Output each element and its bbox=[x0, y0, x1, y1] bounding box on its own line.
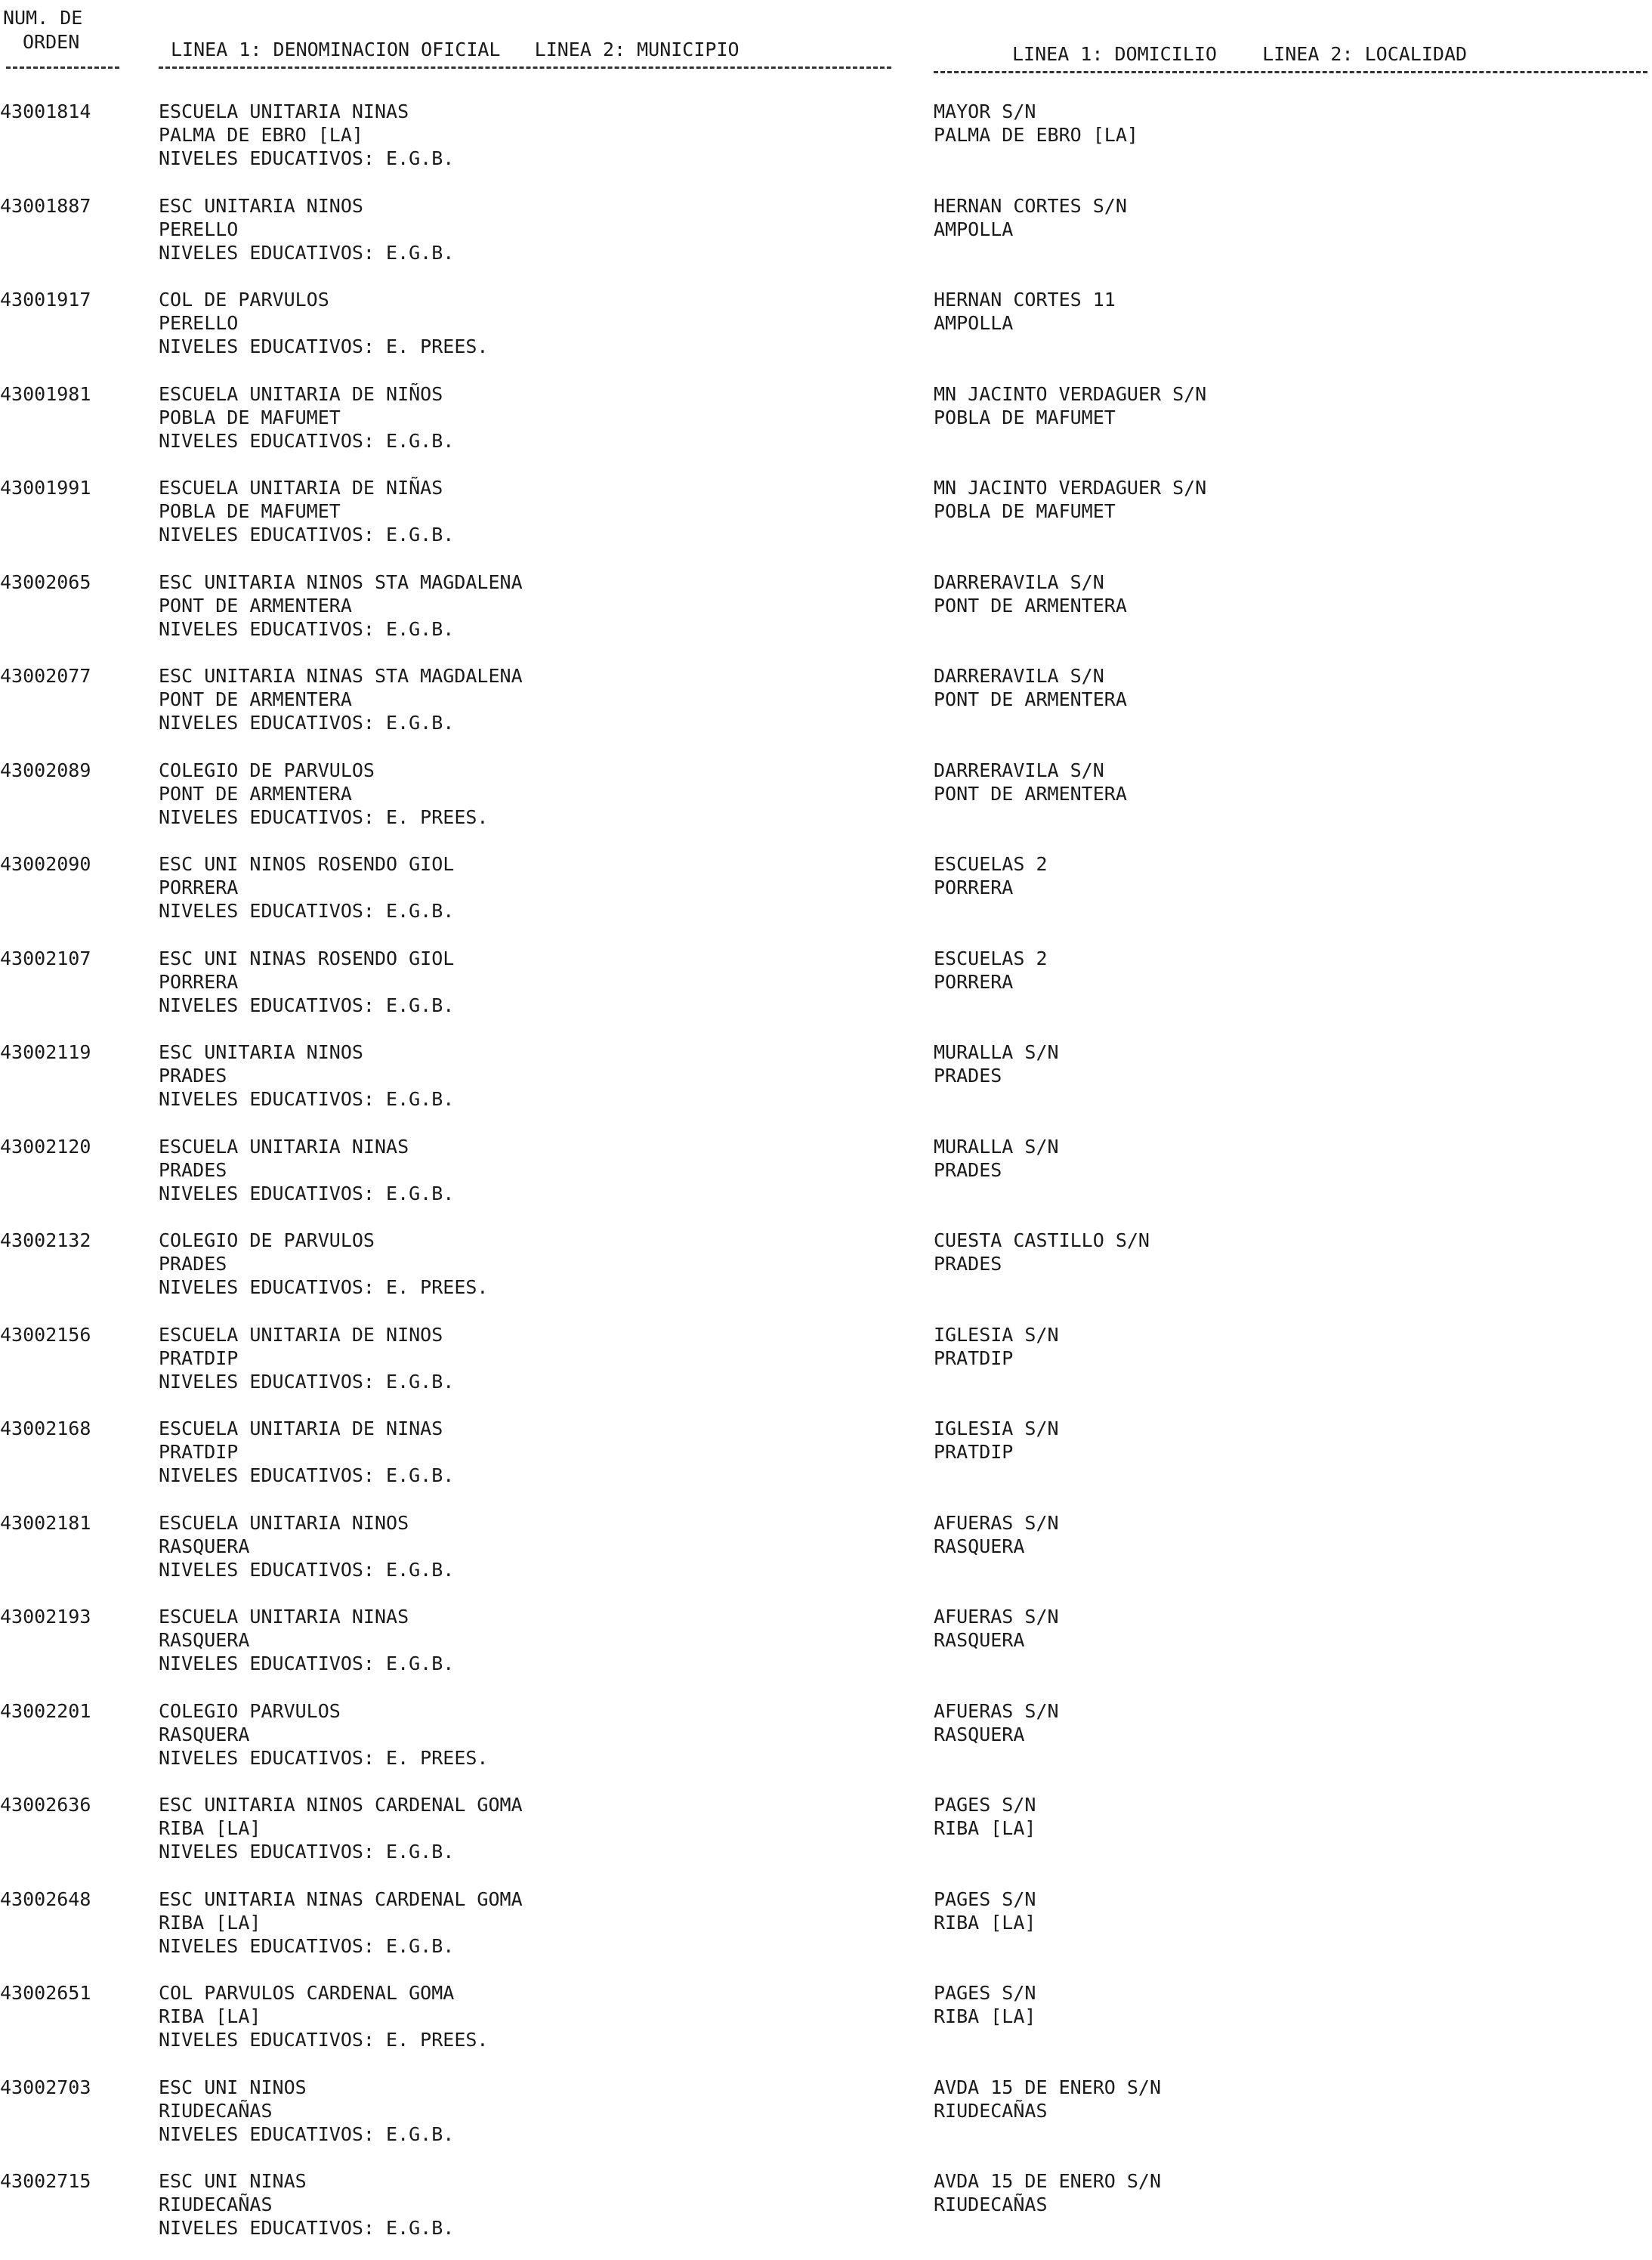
record-niveles: NIVELES EDUCATIVOS: E.G.B. bbox=[159, 900, 455, 922]
record-municipio: PONT DE ARMENTERA bbox=[159, 783, 352, 805]
record-denomination-block bbox=[159, 947, 454, 1017]
record-denomination-block bbox=[159, 1793, 523, 1863]
record-row bbox=[0, 476, 1652, 567]
record-municipio: POBLA DE MAFUMET bbox=[159, 407, 341, 428]
header-column1: LINEA 1: DENOMINACION OFICIAL LINEA 2: MUNICIPIO bbox=[171, 39, 740, 60]
record-domicilio: PAGES S/N bbox=[934, 1888, 1036, 1910]
record-denomination-block bbox=[159, 1887, 523, 1958]
record-row bbox=[0, 1511, 1652, 1602]
record-municipio: PALMA DE EBRO [LA] bbox=[159, 124, 363, 146]
record-address-block bbox=[934, 2076, 1161, 2122]
record-number: 43002636 bbox=[0, 1794, 91, 1816]
record-denomination-block bbox=[159, 382, 454, 453]
record-denomination-block bbox=[159, 1511, 454, 1581]
record-row bbox=[0, 570, 1652, 661]
record-row bbox=[0, 1981, 1652, 2072]
record-address-block bbox=[934, 1793, 1036, 1840]
record-domicilio: AFUERAS S/N bbox=[934, 1512, 1059, 1534]
record-localidad: POBLA DE MAFUMET bbox=[934, 407, 1116, 428]
record-number: 43001887 bbox=[0, 195, 91, 217]
record-address-block bbox=[934, 570, 1127, 617]
record-address-block bbox=[934, 2169, 1161, 2216]
record-denomination-block bbox=[159, 288, 489, 358]
record-address-block bbox=[934, 100, 1138, 147]
record-municipio: PERELLO bbox=[159, 312, 239, 334]
record-localidad: PRADES bbox=[934, 1253, 1002, 1275]
record-number: 43001991 bbox=[0, 477, 91, 499]
record-row bbox=[0, 852, 1652, 943]
record-niveles: NIVELES EDUCATIVOS: E.G.B. bbox=[159, 1652, 455, 1674]
record-localidad: PORRERA bbox=[934, 876, 1014, 898]
record-denomination-block bbox=[159, 664, 523, 734]
record-name: ESC UNI NINAS bbox=[159, 2170, 307, 2192]
record-domicilio: IGLESIA S/N bbox=[934, 1418, 1059, 1439]
record-denomination-block bbox=[159, 852, 454, 923]
record-address-block bbox=[934, 1323, 1059, 1370]
record-localidad: PORRERA bbox=[934, 971, 1014, 993]
record-address-block bbox=[934, 382, 1206, 429]
record-municipio: RIBA [LA] bbox=[159, 1912, 261, 1934]
record-name: ESC UNITARIA NINAS STA MAGDALENA bbox=[159, 665, 523, 687]
record-number: 43002089 bbox=[0, 759, 91, 781]
record-localidad: RIUDECAÑAS bbox=[934, 2194, 1048, 2215]
record-localidad: RIUDECAÑAS bbox=[934, 2100, 1048, 2122]
record-row bbox=[0, 1229, 1652, 1319]
record-name: ESC UNI NINAS ROSENDO GIOL bbox=[159, 948, 455, 969]
record-localidad: RIBA [LA] bbox=[934, 2005, 1036, 2027]
record-denomination-block bbox=[159, 1040, 454, 1111]
record-denomination-block bbox=[159, 1135, 454, 1205]
record-domicilio: AVDA 15 DE ENERO S/N bbox=[934, 2170, 1162, 2192]
record-niveles: NIVELES EDUCATIVOS: E.G.B. bbox=[159, 712, 455, 734]
record-address-block bbox=[934, 194, 1127, 241]
record-niveles: NIVELES EDUCATIVOS: E.G.B. bbox=[159, 1088, 455, 1110]
record-municipio: PRATDIP bbox=[159, 1441, 239, 1463]
record-address-block bbox=[934, 759, 1127, 805]
record-name: ESCUELA UNITARIA NINAS bbox=[159, 1606, 409, 1628]
record-localidad: PONT DE ARMENTERA bbox=[934, 783, 1127, 805]
record-municipio: PORRERA bbox=[159, 971, 239, 993]
record-number: 43002120 bbox=[0, 1136, 91, 1158]
record-row bbox=[0, 947, 1652, 1037]
record-name: ESC UNITARIA NINOS STA MAGDALENA bbox=[159, 571, 523, 593]
record-row bbox=[0, 194, 1652, 285]
record-municipio: RIBA [LA] bbox=[159, 1817, 261, 1839]
record-localidad: PRADES bbox=[934, 1159, 1002, 1181]
record-name: ESCUELA UNITARIA NINAS bbox=[159, 100, 409, 122]
record-domicilio: DARRERAVILA S/N bbox=[934, 571, 1104, 593]
record-name: ESC UNI NINOS bbox=[159, 2076, 307, 2098]
record-niveles: NIVELES EDUCATIVOS: E. PREES. bbox=[159, 1747, 489, 1769]
record-row bbox=[0, 1887, 1652, 1978]
record-name: ESCUELA UNITARIA DE NIÑOS bbox=[159, 383, 443, 405]
record-name: ESC UNITARIA NINAS CARDENAL GOMA bbox=[159, 1888, 523, 1910]
record-name: ESC UNI NINOS ROSENDO GIOL bbox=[159, 853, 455, 875]
record-niveles: NIVELES EDUCATIVOS: E.G.B. bbox=[159, 147, 455, 169]
record-domicilio: MURALLA S/N bbox=[934, 1136, 1059, 1158]
record-name: ESCUELA UNITARIA DE NINAS bbox=[159, 1418, 443, 1439]
record-denomination-block bbox=[159, 2169, 454, 2240]
record-denomination-block bbox=[159, 1699, 489, 1770]
record-number: 43002181 bbox=[0, 1512, 91, 1534]
record-municipio: PRADES bbox=[159, 1065, 227, 1087]
record-number: 43002201 bbox=[0, 1700, 91, 1722]
record-row bbox=[0, 2076, 1652, 2166]
record-niveles: NIVELES EDUCATIVOS: E.G.B. bbox=[159, 1935, 455, 1957]
record-address-block bbox=[934, 288, 1116, 335]
record-municipio: RIUDECAÑAS bbox=[159, 2194, 273, 2215]
record-row bbox=[0, 664, 1652, 755]
record-row bbox=[0, 1135, 1652, 1226]
record-name: ESCUELA UNITARIA DE NIÑAS bbox=[159, 477, 443, 499]
record-domicilio: DARRERAVILA S/N bbox=[934, 665, 1104, 687]
record-name: COLEGIO DE PARVULOS bbox=[159, 1229, 375, 1251]
record-name: ESCUELA UNITARIA DE NINOS bbox=[159, 1324, 443, 1346]
record-domicilio: MAYOR S/N bbox=[934, 100, 1036, 122]
record-niveles: NIVELES EDUCATIVOS: E.G.B. bbox=[159, 994, 455, 1016]
record-domicilio: AFUERAS S/N bbox=[934, 1700, 1059, 1722]
record-denomination-block bbox=[159, 1229, 489, 1299]
record-row bbox=[0, 100, 1652, 190]
record-name: COL PARVULOS CARDENAL GOMA bbox=[159, 1982, 455, 2004]
record-denomination-block bbox=[159, 100, 454, 170]
record-number: 43002065 bbox=[0, 571, 91, 593]
record-address-block bbox=[934, 947, 1048, 994]
record-address-block bbox=[934, 476, 1206, 523]
record-number: 43002107 bbox=[0, 948, 91, 969]
record-municipio: RASQUERA bbox=[159, 1629, 250, 1651]
record-number: 43002119 bbox=[0, 1041, 91, 1063]
record-address-block bbox=[934, 1417, 1059, 1464]
record-localidad: AMPOLLA bbox=[934, 218, 1014, 240]
record-address-block bbox=[934, 1040, 1059, 1087]
record-niveles: NIVELES EDUCATIVOS: E.G.B. bbox=[159, 1183, 455, 1204]
record-domicilio: PAGES S/N bbox=[934, 1794, 1036, 1816]
record-municipio: PONT DE ARMENTERA bbox=[159, 595, 352, 617]
record-domicilio: IGLESIA S/N bbox=[934, 1324, 1059, 1346]
record-name: ESCUELA UNITARIA NINOS bbox=[159, 1512, 409, 1534]
record-niveles: NIVELES EDUCATIVOS: E. PREES. bbox=[159, 806, 489, 828]
record-municipio: PONT DE ARMENTERA bbox=[159, 688, 352, 710]
record-niveles: NIVELES EDUCATIVOS: E. PREES. bbox=[159, 335, 489, 357]
record-niveles: NIVELES EDUCATIVOS: E.G.B. bbox=[159, 430, 455, 452]
record-number: 43002168 bbox=[0, 1418, 91, 1439]
record-address-block bbox=[934, 1699, 1059, 1746]
record-localidad: PONT DE ARMENTERA bbox=[934, 688, 1127, 710]
record-address-block bbox=[934, 1135, 1059, 1182]
record-denomination-block bbox=[159, 1981, 489, 2051]
record-denomination-block bbox=[159, 570, 523, 641]
record-row bbox=[0, 1040, 1652, 1131]
record-denomination-block bbox=[159, 476, 454, 546]
record-domicilio: DARRERAVILA S/N bbox=[934, 759, 1104, 781]
record-niveles: NIVELES EDUCATIVOS: E. PREES. bbox=[159, 1276, 489, 1298]
header-num-line2: ORDEN bbox=[23, 31, 80, 53]
record-domicilio: AVDA 15 DE ENERO S/N bbox=[934, 2076, 1162, 2098]
record-row bbox=[0, 1699, 1652, 1790]
record-denomination-block bbox=[159, 1417, 454, 1487]
record-niveles: NIVELES EDUCATIVOS: E.G.B. bbox=[159, 1841, 455, 1863]
record-municipio: PERELLO bbox=[159, 218, 239, 240]
record-address-block bbox=[934, 1887, 1036, 1934]
record-row bbox=[0, 1323, 1652, 1414]
record-domicilio: PAGES S/N bbox=[934, 1982, 1036, 2004]
record-domicilio: MN JACINTO VERDAGUER S/N bbox=[934, 383, 1207, 405]
record-row bbox=[0, 382, 1652, 473]
record-localidad: AMPOLLA bbox=[934, 312, 1014, 334]
record-domicilio: CUESTA CASTILLO S/N bbox=[934, 1229, 1150, 1251]
record-localidad: POBLA DE MAFUMET bbox=[934, 500, 1116, 522]
record-denomination-block bbox=[159, 194, 454, 264]
record-localidad: RIBA [LA] bbox=[934, 1912, 1036, 1934]
record-number: 43002648 bbox=[0, 1888, 91, 1910]
record-denomination-block bbox=[159, 1323, 454, 1393]
record-number: 43002077 bbox=[0, 665, 91, 687]
record-address-block bbox=[934, 664, 1127, 711]
record-row bbox=[0, 1605, 1652, 1696]
record-municipio: RASQUERA bbox=[159, 1724, 250, 1745]
record-row bbox=[0, 759, 1652, 849]
record-niveles: NIVELES EDUCATIVOS: E. PREES. bbox=[159, 2029, 489, 2051]
record-niveles: NIVELES EDUCATIVOS: E.G.B. bbox=[159, 1464, 455, 1486]
record-row bbox=[0, 1417, 1652, 1507]
record-domicilio: ESCUELAS 2 bbox=[934, 853, 1048, 875]
record-address-block bbox=[934, 1605, 1059, 1652]
header-rule-num bbox=[6, 66, 119, 69]
record-denomination-block bbox=[159, 1605, 454, 1675]
record-municipio: PRATDIP bbox=[159, 1347, 239, 1369]
record-name: ESC UNITARIA NINOS bbox=[159, 1041, 363, 1063]
record-number: 43002193 bbox=[0, 1606, 91, 1628]
record-number: 43002703 bbox=[0, 2076, 91, 2098]
record-domicilio: HERNAN CORTES 11 bbox=[934, 289, 1116, 311]
record-name: ESCUELA UNITARIA NINAS bbox=[159, 1136, 409, 1158]
record-number: 43001814 bbox=[0, 100, 91, 122]
header-rule-col1 bbox=[159, 66, 891, 69]
record-domicilio: ESCUELAS 2 bbox=[934, 948, 1048, 969]
record-municipio: PORRERA bbox=[159, 876, 239, 898]
record-number: 43002651 bbox=[0, 1982, 91, 2004]
record-municipio: POBLA DE MAFUMET bbox=[159, 500, 341, 522]
record-row bbox=[0, 1793, 1652, 1884]
record-address-block bbox=[934, 1229, 1150, 1275]
record-niveles: NIVELES EDUCATIVOS: E.G.B. bbox=[159, 2217, 455, 2239]
record-domicilio: MURALLA S/N bbox=[934, 1041, 1059, 1063]
record-municipio: PRADES bbox=[159, 1253, 227, 1275]
record-name: COLEGIO DE PARVULOS bbox=[159, 759, 375, 781]
record-name: COL DE PARVULOS bbox=[159, 289, 329, 311]
record-niveles: NIVELES EDUCATIVOS: E.G.B. bbox=[159, 524, 455, 546]
record-domicilio: HERNAN CORTES S/N bbox=[934, 195, 1127, 217]
record-localidad: PRATDIP bbox=[934, 1347, 1014, 1369]
record-number: 43002156 bbox=[0, 1324, 91, 1346]
record-row bbox=[0, 288, 1652, 379]
record-localidad: PONT DE ARMENTERA bbox=[934, 595, 1127, 617]
record-address-block bbox=[934, 852, 1048, 899]
record-number: 43002132 bbox=[0, 1229, 91, 1251]
record-localidad: RASQUERA bbox=[934, 1535, 1025, 1557]
record-niveles: NIVELES EDUCATIVOS: E.G.B. bbox=[159, 2123, 455, 2145]
record-domicilio: AFUERAS S/N bbox=[934, 1606, 1059, 1628]
header-rule-col2 bbox=[934, 71, 1647, 73]
record-address-block bbox=[934, 1981, 1036, 2028]
record-niveles: NIVELES EDUCATIVOS: E.G.B. bbox=[159, 1371, 455, 1393]
record-number: 43002090 bbox=[0, 853, 91, 875]
record-municipio: RIUDECAÑAS bbox=[159, 2100, 273, 2122]
record-name: COLEGIO PARVULOS bbox=[159, 1700, 341, 1722]
record-niveles: NIVELES EDUCATIVOS: E.G.B. bbox=[159, 618, 455, 640]
record-localidad: RIBA [LA] bbox=[934, 1817, 1036, 1839]
record-municipio: RIBA [LA] bbox=[159, 2005, 261, 2027]
record-domicilio: MN JACINTO VERDAGUER S/N bbox=[934, 477, 1207, 499]
record-niveles: NIVELES EDUCATIVOS: E.G.B. bbox=[159, 242, 455, 264]
record-municipio: PRADES bbox=[159, 1159, 227, 1181]
record-number: 43001981 bbox=[0, 383, 91, 405]
record-localidad: RASQUERA bbox=[934, 1629, 1025, 1651]
record-localidad: RASQUERA bbox=[934, 1724, 1025, 1745]
record-denomination-block bbox=[159, 2076, 454, 2146]
record-denomination-block bbox=[159, 759, 489, 829]
header-num-line1: NUM. DE bbox=[3, 7, 83, 29]
record-niveles: NIVELES EDUCATIVOS: E.G.B. bbox=[159, 1559, 455, 1581]
record-localidad: PRATDIP bbox=[934, 1441, 1014, 1463]
record-address-block bbox=[934, 1511, 1059, 1558]
record-name: ESC UNITARIA NINOS CARDENAL GOMA bbox=[159, 1794, 523, 1816]
record-row bbox=[0, 2169, 1652, 2260]
record-localidad: PRADES bbox=[934, 1065, 1002, 1087]
record-name: ESC UNITARIA NINOS bbox=[159, 195, 363, 217]
record-number: 43002715 bbox=[0, 2170, 91, 2192]
record-municipio: RASQUERA bbox=[159, 1535, 250, 1557]
record-number: 43001917 bbox=[0, 289, 91, 311]
record-localidad: PALMA DE EBRO [LA] bbox=[934, 124, 1138, 146]
header-column2: LINEA 1: DOMICILIO LINEA 2: LOCALIDAD bbox=[1012, 43, 1468, 65]
